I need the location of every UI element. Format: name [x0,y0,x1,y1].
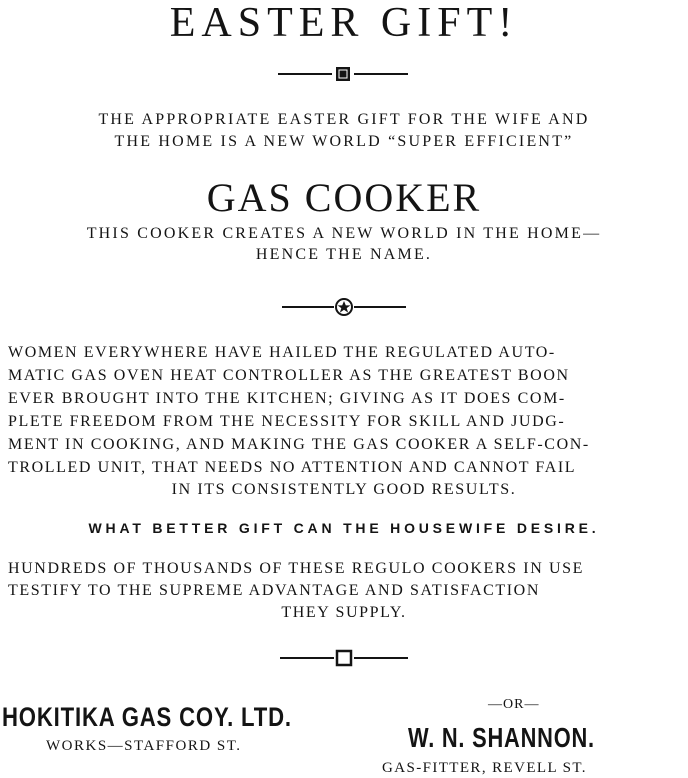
testimony-line-3: THEY SUPPLY. [281,604,407,621]
seller-left-address: WORKS—STAFFORD ST. [46,738,242,754]
hollow-square-ornament-icon [274,648,414,668]
divider-top [0,64,688,84]
star-circle-ornament-icon [274,297,414,317]
body-line-5: MENT IN COOKING, AND MAKING THE GAS COOKER A SELF-CON- [8,436,590,453]
divider-bottom [0,648,688,668]
seller-right-name: W. N. SHANNON. [408,722,595,753]
testimony-line-1: HUNDREDS OF THOUSANDS OF THESE REGULO COOKERS IN USE [8,560,584,577]
tagline-line-1: THIS COOKER CREATES A NEW WORLD IN THE HOME— [86,225,602,242]
body-line-1: WOMEN EVERYWHERE HAVE HAILED THE REGULATED AUTO- [8,344,556,361]
body-line-7: IN ITS CONSISTENTLY GOOD RESULTS. [171,481,517,498]
intro-line-2: THE HOME IS A NEW WORLD “SUPER EFFICIENT” [114,133,574,150]
filled-square-ornament-icon [274,64,414,84]
body-line-3: EVER BROUGHT INTO THE KITCHEN; GIVING AS IT DOES COM- [8,390,566,407]
testimony-line-2: TESTIFY TO THE SUPREME ADVANTAGE AND SATISFACTION [8,582,540,599]
question-line: WHAT BETTER GIFT CAN THE HOUSEWIFE DESIRE. [88,520,600,536]
tagline-line-2: HENCE THE NAME. [255,246,433,263]
seller-right-address: GAS-FITTER, REVELL ST. [382,760,587,776]
or-separator: —OR— [488,697,540,712]
seller-left-name: HOKITIKA GAS COY. LTD. [2,702,292,732]
body-line-6: TROLLED UNIT, THAT NEEDS NO ATTENTION AND CANNOT FAIL [8,459,577,476]
headline: EASTER GIFT! [169,0,519,46]
divider-middle [0,297,688,317]
body-line-2: MATIC GAS OVEN HEAT CONTROLLER AS THE GREATEST BOON [8,367,570,384]
intro-line-1: THE APPROPRIATE EASTER GIFT FOR THE WIFE AND [98,111,590,128]
product-name: GAS COOKER [206,175,482,220]
body-line-4: PLETE FREEDOM FROM THE NECESSITY FOR SKILL AND JUDG- [8,413,566,430]
